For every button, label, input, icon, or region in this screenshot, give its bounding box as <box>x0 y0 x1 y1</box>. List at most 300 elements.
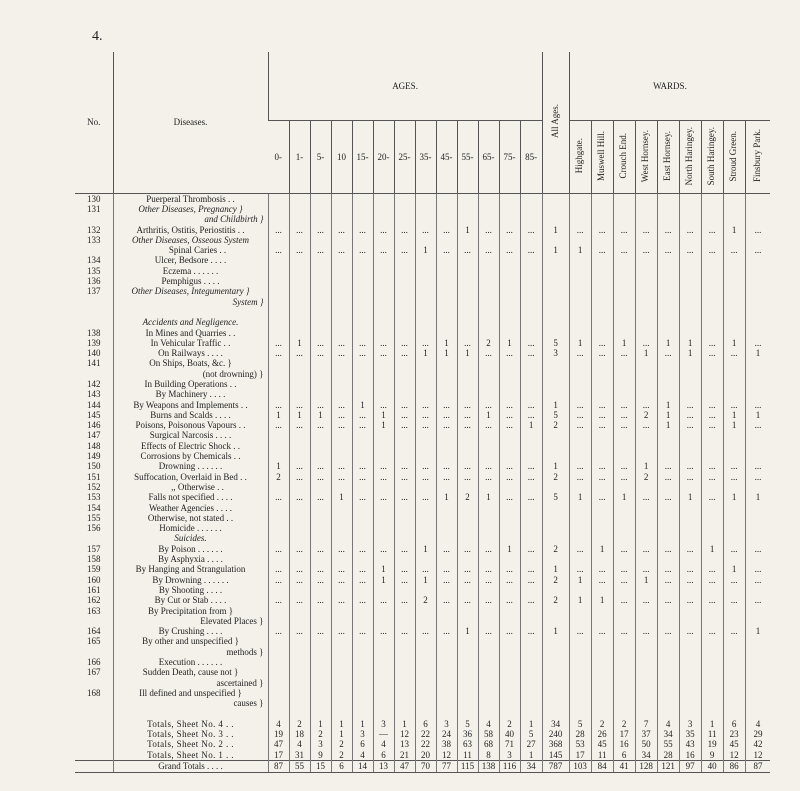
table-cell <box>745 194 770 205</box>
table-cell: ... <box>499 493 520 503</box>
table-cell <box>373 441 394 451</box>
row-number: 149 <box>87 451 101 462</box>
table-cell: 2 <box>591 719 613 729</box>
table-cell <box>457 235 478 245</box>
table-cell <box>331 307 352 317</box>
table-cell <box>457 328 478 338</box>
table-cell <box>745 204 770 214</box>
table-cell: ... <box>394 245 415 255</box>
table-cell: 2 <box>457 493 478 503</box>
table-cell <box>394 204 415 214</box>
table-cell: ... <box>520 245 542 255</box>
table-cell <box>520 194 542 205</box>
table-row <box>75 493 770 503</box>
table-cell <box>723 657 745 667</box>
table-cell <box>331 379 352 389</box>
table-cell: ... <box>310 472 331 482</box>
table-cell: ... <box>701 596 723 606</box>
table-cell <box>478 215 499 225</box>
table-cell <box>289 585 310 595</box>
table-cell: ... <box>436 421 457 431</box>
table-cell: ... <box>415 626 436 636</box>
row-label: Weather Agencies . . . . <box>113 503 268 513</box>
table-cell: ... <box>457 245 478 255</box>
table-cell: ... <box>679 400 701 410</box>
table-cell <box>657 637 679 647</box>
table-cell: ... <box>352 472 373 482</box>
table-cell: ... <box>478 472 499 482</box>
table-cell: 2 <box>635 472 657 482</box>
table-cell <box>415 451 436 461</box>
row-label: Pemphigus . . . . <box>113 276 268 286</box>
row-label: Burns and Scalds . . . . <box>113 410 268 420</box>
row-label: Surgical Narcosis . . . . <box>113 431 268 441</box>
table-cell <box>415 297 436 307</box>
table-cell <box>569 318 591 328</box>
table-cell <box>436 266 457 276</box>
table-cell: ... <box>415 565 436 575</box>
table-cell <box>591 328 613 338</box>
row-label: Drowning . . . . . . <box>113 462 268 472</box>
table-cell: ... <box>745 400 770 410</box>
table-cell: 1 <box>745 348 770 358</box>
table-cell <box>679 668 701 678</box>
table-cell <box>331 359 352 369</box>
table-row <box>75 524 770 534</box>
table-cell: 1 <box>268 462 289 472</box>
table-cell <box>436 554 457 564</box>
table-cell <box>436 637 457 647</box>
table-cell <box>499 657 520 667</box>
table-cell <box>352 297 373 307</box>
table-cell: ... <box>569 544 591 554</box>
table-cell <box>745 359 770 369</box>
table-cell <box>591 266 613 276</box>
table-cell <box>373 235 394 245</box>
age-group-header: 1- <box>289 121 310 194</box>
table-cell: ... <box>331 626 352 636</box>
table-cell <box>478 524 499 534</box>
table-cell <box>394 616 415 626</box>
table-cell <box>352 534 373 544</box>
table-cell <box>478 369 499 379</box>
row-number: 163 <box>87 605 101 616</box>
table-cell <box>569 379 591 389</box>
table-cell: ... <box>499 421 520 431</box>
table-cell <box>352 194 373 205</box>
table-cell <box>701 657 723 667</box>
table-cell: 5 <box>520 729 542 739</box>
table-row <box>75 740 770 750</box>
table-cell: ... <box>268 493 289 503</box>
table-cell <box>268 616 289 626</box>
table-cell: ... <box>310 400 331 410</box>
table-cell <box>268 287 289 297</box>
table-cell: ... <box>268 245 289 255</box>
table-cell <box>635 215 657 225</box>
table-cell <box>373 688 394 698</box>
table-cell <box>613 585 635 595</box>
table-cell: 34 <box>520 761 542 772</box>
table-cell: ... <box>723 245 745 255</box>
table-cell <box>499 585 520 595</box>
table-row <box>75 348 770 358</box>
table-cell <box>289 647 310 657</box>
table-cell <box>679 616 701 626</box>
table-cell <box>569 699 591 709</box>
table-cell <box>569 554 591 564</box>
table-cell <box>499 482 520 492</box>
table-cell: 45 <box>723 740 745 750</box>
table-cell <box>310 235 331 245</box>
table-cell <box>478 297 499 307</box>
table-cell <box>613 657 635 667</box>
table-cell <box>745 534 770 544</box>
table-cell: ... <box>478 596 499 606</box>
table-cell <box>542 204 569 214</box>
row-number: 147 <box>87 430 101 441</box>
table-cell: ... <box>373 544 394 554</box>
table-cell <box>569 256 591 266</box>
table-cell: ... <box>591 626 613 636</box>
table-cell <box>310 215 331 225</box>
table-cell <box>436 668 457 678</box>
table-cell: ... <box>373 472 394 482</box>
table-cell <box>394 678 415 688</box>
table-cell <box>657 616 679 626</box>
table-cell: ... <box>679 245 701 255</box>
table-cell <box>478 668 499 678</box>
table-cell <box>635 616 657 626</box>
table-cell: 1 <box>723 410 745 420</box>
table-cell: ... <box>394 472 415 482</box>
table-cell <box>310 204 331 214</box>
table-cell <box>352 524 373 534</box>
table-cell <box>520 554 542 564</box>
table-cell <box>635 513 657 523</box>
table-cell <box>542 194 569 205</box>
table-cell: ... <box>613 225 635 235</box>
table-cell <box>478 379 499 389</box>
table-cell <box>745 379 770 389</box>
table-cell: 5 <box>542 410 569 420</box>
table-cell: ... <box>352 410 373 420</box>
table-cell: 17 <box>268 750 289 761</box>
table-cell: ... <box>591 410 613 420</box>
table-cell: ... <box>635 493 657 503</box>
age-group-header: 15- <box>352 121 373 194</box>
table-cell <box>701 616 723 626</box>
table-cell <box>679 534 701 544</box>
table-cell: ... <box>394 462 415 472</box>
table-cell <box>657 585 679 595</box>
table-cell <box>457 369 478 379</box>
spacer-row <box>75 709 770 719</box>
ward-header: Highgate. <box>569 121 591 194</box>
ward-header: West Hornsey. <box>635 121 657 194</box>
table-cell <box>613 204 635 214</box>
table-cell <box>310 513 331 523</box>
table-cell <box>542 678 569 688</box>
table-cell <box>436 276 457 286</box>
table-cell: 19 <box>268 729 289 739</box>
table-cell <box>613 256 635 266</box>
table-cell <box>499 637 520 647</box>
table-cell <box>569 235 591 245</box>
table-cell <box>352 235 373 245</box>
table-cell <box>352 307 373 317</box>
table-cell <box>457 318 478 328</box>
table-cell <box>499 276 520 286</box>
table-cell: 22 <box>415 729 436 739</box>
table-cell <box>679 524 701 534</box>
age-group-header: 55- <box>457 121 478 194</box>
table-cell <box>394 256 415 266</box>
table-cell: ... <box>352 421 373 431</box>
table-row <box>75 225 770 235</box>
table-cell: 86 <box>723 761 745 772</box>
table-cell <box>373 256 394 266</box>
table-cell <box>415 359 436 369</box>
table-cell <box>701 359 723 369</box>
table-cell: ... <box>591 493 613 503</box>
table-row <box>75 307 770 317</box>
table-cell: 19 <box>701 740 723 750</box>
row-label: ascertained } <box>113 678 268 688</box>
table-cell: ... <box>331 245 352 255</box>
table-cell <box>457 688 478 698</box>
table-cell: ... <box>436 565 457 575</box>
table-cell <box>415 215 436 225</box>
table-cell <box>745 431 770 441</box>
row-number: 136 <box>87 276 101 287</box>
table-cell <box>723 204 745 214</box>
table-cell <box>499 699 520 709</box>
table-cell <box>373 668 394 678</box>
table-cell: 3 <box>499 750 520 761</box>
table-cell <box>436 297 457 307</box>
table-cell: ... <box>478 575 499 585</box>
table-row <box>75 451 770 461</box>
table-cell: ... <box>373 245 394 255</box>
table-cell: 1 <box>415 575 436 585</box>
table-cell <box>635 359 657 369</box>
table-cell <box>613 451 635 461</box>
table-cell: 2 <box>542 544 569 554</box>
table-cell <box>289 215 310 225</box>
table-cell <box>289 441 310 451</box>
row-number: 133 <box>87 235 101 245</box>
table-cell <box>520 585 542 595</box>
table-cell <box>268 637 289 647</box>
table-cell <box>289 524 310 534</box>
table-cell <box>310 379 331 389</box>
row-number: 154 <box>87 502 101 513</box>
row-number: 143 <box>87 389 101 400</box>
table-cell <box>569 328 591 338</box>
table-cell <box>591 431 613 441</box>
table-cell <box>310 359 331 369</box>
table-cell <box>331 369 352 379</box>
table-cell <box>457 699 478 709</box>
table-cell: 128 <box>635 761 657 772</box>
table-cell: ... <box>613 462 635 472</box>
table-cell <box>701 328 723 338</box>
table-cell: ... <box>457 338 478 348</box>
table-cell <box>723 441 745 451</box>
table-cell <box>499 554 520 564</box>
table-cell: ... <box>310 245 331 255</box>
table-cell <box>478 390 499 400</box>
table-cell <box>520 513 542 523</box>
table-row <box>75 472 770 482</box>
table-cell: ... <box>331 225 352 235</box>
table-cell: ... <box>436 596 457 606</box>
table-cell <box>478 534 499 544</box>
table-cell <box>436 699 457 709</box>
table-cell <box>542 616 569 626</box>
table-cell: 12 <box>745 750 770 761</box>
table-cell: ... <box>679 462 701 472</box>
table-cell <box>701 431 723 441</box>
table-cell <box>289 554 310 564</box>
table-cell: 103 <box>569 761 591 772</box>
table-cell: ... <box>613 565 635 575</box>
age-group-header: 75- <box>499 121 520 194</box>
table-row <box>75 266 770 276</box>
table-cell <box>310 276 331 286</box>
row-label: Eczema . . . . . . <box>113 266 268 276</box>
table-cell <box>289 256 310 266</box>
table-cell: ... <box>657 626 679 636</box>
table-cell: ... <box>268 575 289 585</box>
table-cell <box>613 359 635 369</box>
table-cell: ... <box>679 410 701 420</box>
table-cell: ... <box>657 348 679 358</box>
table-cell: ... <box>289 575 310 585</box>
table-cell: ... <box>352 565 373 575</box>
table-cell: ... <box>679 626 701 636</box>
table-cell <box>373 482 394 492</box>
row-number: 146 <box>87 420 101 431</box>
table-cell: ... <box>289 245 310 255</box>
row-number: 150 <box>87 461 101 472</box>
table-cell <box>613 513 635 523</box>
table-cell <box>268 647 289 657</box>
table-cell <box>701 266 723 276</box>
table-cell <box>499 606 520 616</box>
table-cell <box>457 616 478 626</box>
table-cell: ... <box>415 225 436 235</box>
table-cell <box>591 616 613 626</box>
table-cell <box>310 431 331 441</box>
table-cell <box>542 524 569 534</box>
table-cell <box>457 441 478 451</box>
table-cell: 1 <box>457 348 478 358</box>
table-cell: ... <box>478 421 499 431</box>
table-cell: ... <box>289 626 310 636</box>
table-cell: 1 <box>569 245 591 255</box>
table-cell: ... <box>499 462 520 472</box>
table-cell <box>657 235 679 245</box>
row-label: On Railways . . . . <box>113 348 268 358</box>
table-cell <box>415 307 436 317</box>
table-cell: ... <box>310 596 331 606</box>
table-cell: 17 <box>613 729 635 739</box>
table-row <box>75 359 770 369</box>
table-cell <box>679 688 701 698</box>
table-cell <box>373 266 394 276</box>
table-cell <box>310 318 331 328</box>
table-cell: 34 <box>542 719 569 729</box>
table-cell <box>289 668 310 678</box>
table-cell: 6 <box>415 719 436 729</box>
table-cell <box>520 204 542 214</box>
table-cell: ... <box>394 575 415 585</box>
table-cell <box>289 328 310 338</box>
table-cell <box>745 647 770 657</box>
table-cell <box>679 441 701 451</box>
table-cell <box>679 482 701 492</box>
table-cell: 1 <box>331 729 352 739</box>
table-cell <box>591 554 613 564</box>
table-cell <box>591 637 613 647</box>
table-cell <box>478 256 499 266</box>
table-cell <box>613 369 635 379</box>
table-cell: ... <box>679 596 701 606</box>
table-cell <box>679 318 701 328</box>
table-row <box>75 585 770 595</box>
table-cell <box>591 451 613 461</box>
table-cell <box>657 431 679 441</box>
table-cell: ... <box>569 348 591 358</box>
table-cell <box>542 606 569 616</box>
table-cell <box>745 513 770 523</box>
table-cell: 8 <box>478 750 499 761</box>
table-cell <box>436 204 457 214</box>
table-cell: 35 <box>679 729 701 739</box>
table-cell: 2 <box>499 719 520 729</box>
table-cell <box>657 379 679 389</box>
table-cell: ... <box>310 544 331 554</box>
row-label: By Weapons and Implements . . <box>113 400 268 410</box>
table-cell: 1 <box>657 421 679 431</box>
table-cell <box>679 431 701 441</box>
table-cell <box>569 359 591 369</box>
table-cell <box>331 431 352 441</box>
table-cell <box>457 606 478 616</box>
table-cell: 4 <box>745 719 770 729</box>
table-cell <box>591 585 613 595</box>
table-cell: ... <box>723 596 745 606</box>
row-label: Homicide . . . . . . <box>113 524 268 534</box>
table-cell <box>701 287 723 297</box>
table-cell <box>415 235 436 245</box>
table-cell <box>613 276 635 286</box>
table-cell <box>394 266 415 276</box>
table-cell <box>331 276 352 286</box>
table-cell <box>289 379 310 389</box>
table-cell <box>723 534 745 544</box>
row-number <box>75 369 113 379</box>
table-cell <box>436 194 457 205</box>
table-cell <box>415 379 436 389</box>
table-cell: ... <box>723 544 745 554</box>
table-cell <box>436 678 457 688</box>
table-cell <box>701 318 723 328</box>
table-cell <box>478 359 499 369</box>
table-cell <box>499 534 520 544</box>
